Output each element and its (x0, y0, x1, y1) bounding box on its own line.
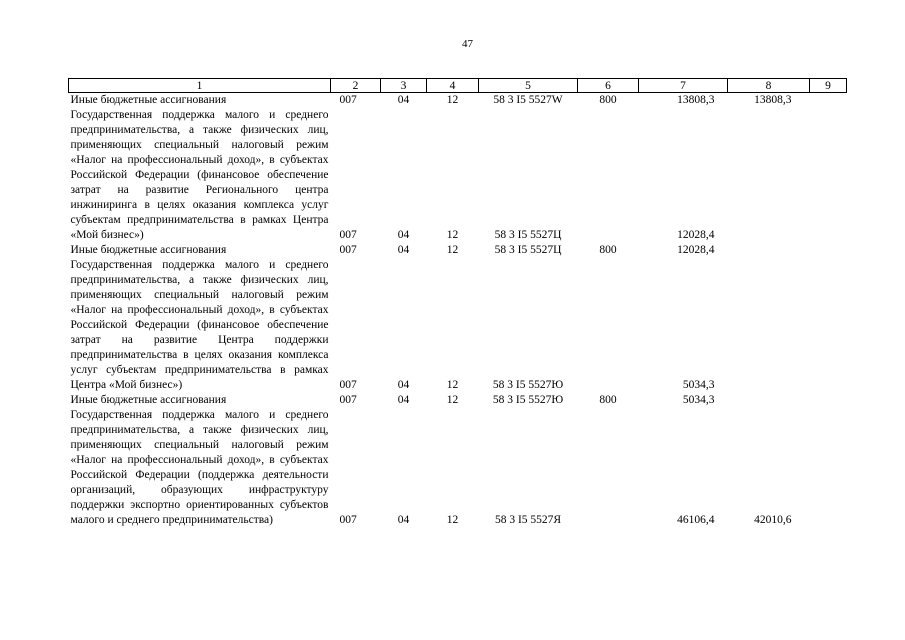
row-amount-7: 12028,4 (677, 244, 715, 256)
table-row (69, 258, 847, 393)
row-subsection-code: 12 (446, 94, 459, 106)
row-subsection-code: 12 (446, 379, 459, 391)
row-amount-9 (810, 108, 847, 243)
column-header-8: 8 (728, 79, 810, 93)
row-description: Государственная поддержка малого и среднего предпринимательства, а также физических лиц, применяющих специальный налоговый режим «Налог на профессиональный доход», в субъектах Российской Федерации (поддержка деятельности организаций, образующих инфраструктуру поддержки экспортно ориентированных субъектов малого и среднего предпринимательства) (70, 409, 329, 526)
header-row (69, 79, 847, 93)
row-amount-8 (728, 258, 810, 393)
row-amount-9 (810, 243, 847, 258)
column-header-6: 6 (578, 79, 639, 93)
row-description: Иные бюджетные ассигнования (70, 94, 227, 106)
row-amount-8 (728, 243, 810, 258)
column-header-7: 7 (639, 79, 728, 93)
row-section-code: 04 (397, 94, 410, 106)
row-target-article: 58 3 I5 5527Ю (492, 379, 564, 391)
table-row (69, 108, 847, 243)
row-amount-8 (728, 393, 810, 408)
row-amount-9 (810, 393, 847, 408)
row-subsection-code: 12 (446, 244, 459, 256)
row-amount-7: 12028,4 (677, 229, 715, 241)
row-subsection-code: 12 (446, 229, 459, 241)
table-row (69, 243, 847, 258)
column-header-4: 4 (427, 79, 479, 93)
row-expense-type: 800 (599, 244, 617, 256)
row-target-article: 58 3 I5 5527Ю (492, 394, 564, 406)
row-section-code: 04 (397, 244, 410, 256)
row-description: Государственная поддержка малого и среднего предпринимательства, а также физических лиц, применяющих специальный налоговый режим «Налог на профессиональный доход», в субъектах Российской Федерации (финансовое обеспечение затрат на развитие Центра поддержки предпринимательства в целях оказания комплекса услуг субъектам предпринимательства в рамках Центра «Мой бизнес») (70, 259, 329, 391)
row-section-code: 04 (397, 379, 410, 391)
row-description: Иные бюджетные ассигнования (70, 244, 227, 256)
row-amount-7: 5034,3 (682, 394, 715, 406)
row-amount-9 (810, 93, 847, 109)
row-ministry-code: 007 (339, 229, 357, 241)
row-section-code: 04 (397, 229, 410, 241)
row-expense-type (578, 408, 639, 528)
row-expense-type: 800 (599, 394, 617, 406)
row-expense-type (578, 258, 639, 393)
row-target-article: 58 3 I5 5527Я (494, 514, 562, 526)
row-amount-8 (728, 108, 810, 243)
row-target-article: 58 3 I5 5527Ц (494, 244, 562, 256)
row-ministry-code: 007 (339, 244, 357, 256)
row-section-code: 04 (397, 394, 410, 406)
row-target-article: 58 3 I5 5527W (493, 94, 563, 106)
column-header-3: 3 (381, 79, 427, 93)
column-header-5: 5 (479, 79, 578, 93)
column-header-2: 2 (331, 79, 381, 93)
row-subsection-code: 12 (446, 514, 459, 526)
row-description: Иные бюджетные ассигнования (70, 394, 227, 406)
row-amount-9 (810, 258, 847, 393)
table-row (69, 393, 847, 408)
budget-table (68, 78, 847, 528)
row-ministry-code: 007 (339, 514, 357, 526)
page-number: 47 (462, 38, 473, 50)
row-ministry-code: 007 (339, 394, 357, 406)
row-amount-9 (810, 408, 847, 528)
row-ministry-code: 007 (339, 379, 357, 391)
row-amount-7: 46106,4 (677, 514, 715, 526)
table-row (69, 408, 847, 528)
row-target-article: 58 3 I5 5527Ц (494, 229, 562, 241)
column-header-9: 9 (810, 79, 847, 93)
row-expense-type: 800 (599, 94, 617, 106)
row-section-code: 04 (397, 514, 410, 526)
table-row (69, 93, 847, 109)
row-description: Государственная поддержка малого и среднего предпринимательства, а также физических лиц, применяющих специальный налоговый режим «Налог на профессиональный доход», в субъектах Российской Федерации (финансовое обеспечение затрат на развитие Регионального центра инжиниринга в целях оказания комплекса услуг субъектам предпринимательства в рамках Центра «Мой бизнес») (70, 109, 329, 241)
row-expense-type (578, 108, 639, 243)
row-ministry-code: 007 (339, 94, 357, 106)
row-amount-8: 42010,6 (754, 514, 792, 526)
row-amount-8: 13808,3 (754, 94, 792, 106)
row-amount-7: 13808,3 (677, 94, 715, 106)
row-amount-7: 5034,3 (682, 379, 715, 391)
row-subsection-code: 12 (446, 394, 459, 406)
column-header-1: 1 (69, 79, 331, 93)
